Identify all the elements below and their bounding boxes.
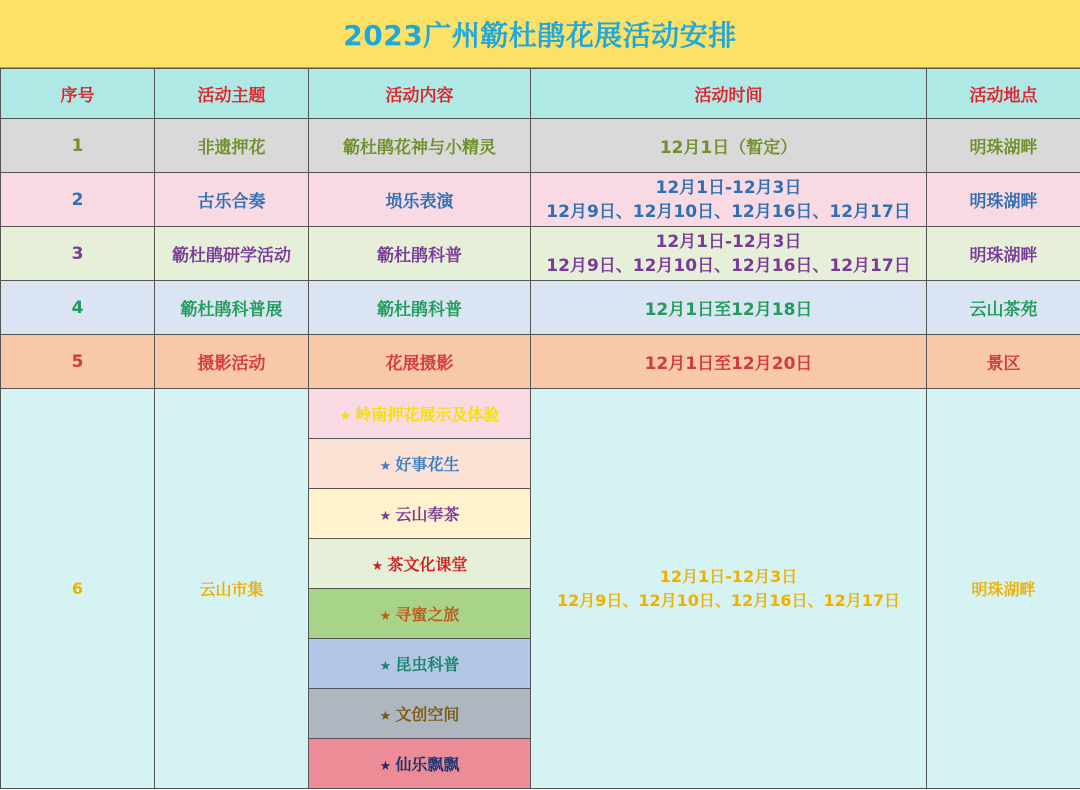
star-icon: ★: [379, 609, 392, 624]
table-row: [1, 389, 1080, 439]
star-icon: ★: [379, 509, 392, 524]
cell-time: [531, 227, 927, 281]
cell-no: 1: [1, 119, 155, 173]
table-row: [1, 119, 1080, 173]
cell-no: 3: [1, 227, 155, 281]
sub-item-label: 岭南押花展示及体验: [355, 405, 500, 424]
table-row: [1, 281, 1080, 335]
cell-content: 簕杜鹃科普: [309, 281, 531, 335]
sub-item: [309, 439, 531, 489]
cell-place: 景区: [927, 335, 1080, 389]
title-bar: [0, 0, 1080, 68]
header-place: 活动地点: [927, 69, 1080, 119]
cell-place: 明珠湖畔: [927, 173, 1080, 227]
time-line-2: 12月9日、12月10日、12月16日、12月17日: [546, 201, 911, 222]
time-line-1: 12月1日-12月3日: [659, 566, 798, 586]
cell-theme: 古乐合奏: [155, 173, 309, 227]
sub-item-label: 昆虫科普: [395, 655, 460, 674]
table-row: [1, 173, 1080, 227]
time-line-1: 12月1日-12月3日: [655, 231, 802, 252]
sub-item-label: 茶文化课堂: [387, 555, 468, 574]
cell-time: [531, 389, 927, 789]
sub-item: [309, 589, 531, 639]
cell-content: 簕杜鹃花神与小精灵: [309, 119, 531, 173]
table-row: [1, 227, 1080, 281]
sub-item-label: 云山奉茶: [395, 505, 460, 524]
cell-theme: 簕杜鹃科普展: [155, 281, 309, 335]
cell-no: 6: [1, 389, 155, 789]
header-time: 活动时间: [531, 69, 927, 119]
time-line-1: 12月1日-12月3日: [655, 177, 802, 198]
sub-item: [309, 489, 531, 539]
star-icon: ★: [339, 409, 352, 424]
sub-item: [309, 389, 531, 439]
cell-no: 2: [1, 173, 155, 227]
header-no: 序号: [1, 69, 155, 119]
sub-item-label: 寻蜜之旅: [395, 605, 460, 624]
cell-theme: 云山市集: [155, 389, 309, 789]
sub-item: [309, 539, 531, 589]
sub-item: [309, 639, 531, 689]
cell-time: [531, 119, 927, 173]
time-line-1: 12月1日至12月18日: [644, 300, 813, 320]
cell-content: 埙乐表演: [309, 173, 531, 227]
cell-content: 簕杜鹃科普: [309, 227, 531, 281]
time-line-2: 12月9日、12月10日、12月16日、12月17日: [557, 590, 900, 610]
header-row: [1, 69, 1080, 119]
time-line-1: 12月1日至12月20日: [644, 354, 813, 374]
time-line-2: 12月9日、12月10日、12月16日、12月17日: [546, 255, 911, 276]
cell-no: 5: [1, 335, 155, 389]
cell-place: 明珠湖畔: [927, 227, 1080, 281]
star-icon: ★: [371, 559, 384, 574]
cell-place: 明珠湖畔: [927, 389, 1080, 789]
header-theme: 活动主题: [155, 69, 309, 119]
time-line-1: 12月1日（暂定）: [659, 138, 798, 158]
schedule-table: [0, 68, 1080, 789]
star-icon: ★: [379, 459, 392, 474]
sub-item: [309, 689, 531, 739]
header-content: 活动内容: [309, 69, 531, 119]
page-title: 2023广州簕杜鹃花展活动安排: [343, 18, 737, 52]
cell-theme: 非遗押花: [155, 119, 309, 173]
sub-item-label: 好事花生: [395, 455, 460, 474]
cell-content: 花展摄影: [309, 335, 531, 389]
cell-time: [531, 281, 927, 335]
sub-item-label: 文创空间: [395, 705, 460, 724]
cell-place: 明珠湖畔: [927, 119, 1080, 173]
star-icon: ★: [379, 659, 392, 674]
star-icon: ★: [379, 759, 392, 774]
sub-item: [309, 739, 531, 789]
star-icon: ★: [379, 709, 392, 724]
cell-no: 4: [1, 281, 155, 335]
cell-theme: 摄影活动: [155, 335, 309, 389]
cell-time: [531, 335, 927, 389]
table-row: [1, 335, 1080, 389]
cell-time: [531, 173, 927, 227]
cell-place: 云山茶苑: [927, 281, 1080, 335]
cell-theme: 簕杜鹃研学活动: [155, 227, 309, 281]
sub-item-label: 仙乐飘飘: [395, 755, 460, 774]
